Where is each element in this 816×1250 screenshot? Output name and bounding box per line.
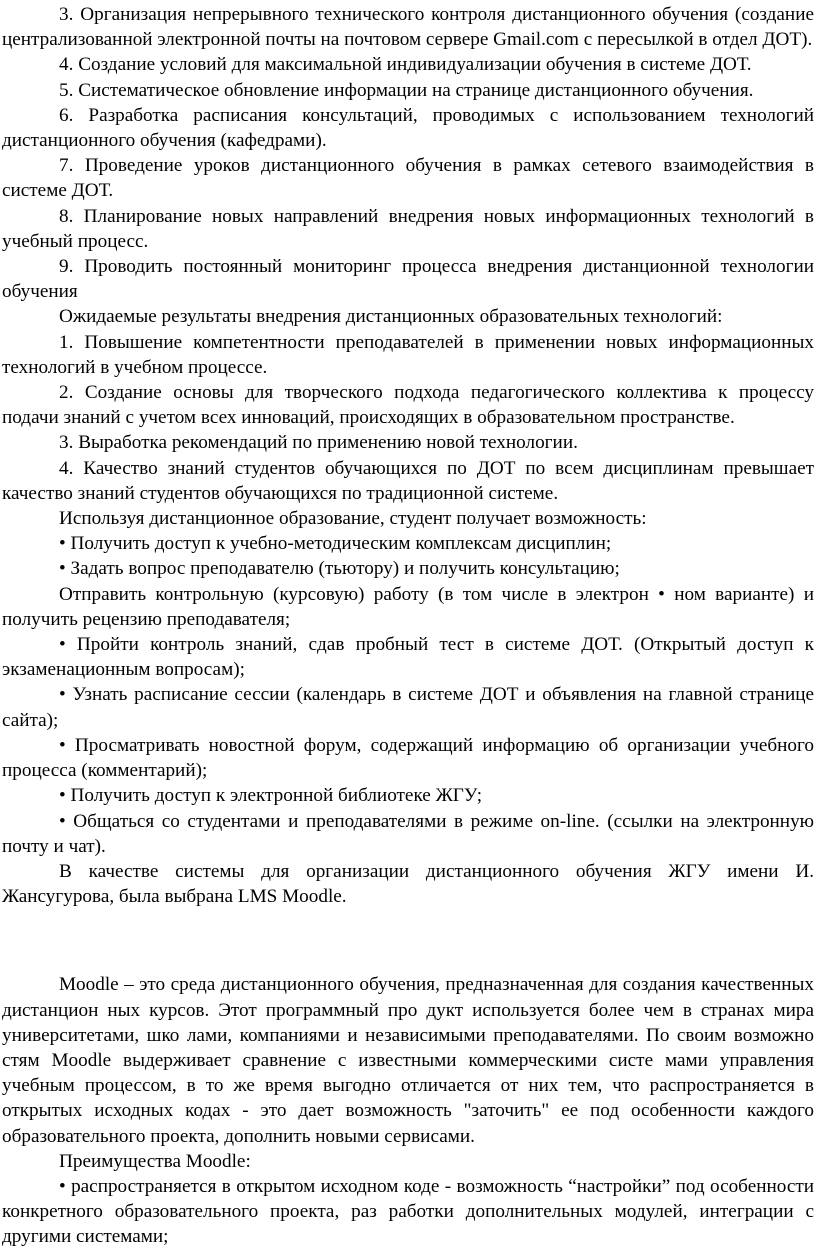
opportunity-bullet-submit-work: Отправить контрольную (курсовую) работу (в том числе в электрон • ном варианте) и получить рецензию преподавателя;: [2, 583, 814, 630]
paragraph-item-5-info-update: 5. Систематическое обновление информации на странице дистанционного обучения.: [59, 79, 754, 101]
opportunity-bullet-communicate: • Общаться со студентами и преподавателями в режиме on-line. (ссылки на электронную почту и чат).: [2, 810, 814, 857]
paragraph-item-8-planning: 8. Планирование новых направлений внедрения новых информационных технологий в учебный процесс.: [2, 205, 814, 252]
student-opportunities-heading: Используя дистанционное образование, студент получает возможность:: [59, 508, 647, 530]
paragraph-item-9-monitoring: 9. Проводить постоянный мониторинг процесса внедрения дистанционной технологии обучения: [2, 256, 814, 303]
expected-results-heading: Ожидаемые результаты внедрения дистанционных образовательных технологий:: [59, 306, 723, 328]
moodle-advantages-heading: Преимущества Moodle:: [59, 1150, 251, 1172]
paragraph-item-3-email-control: 3. Организация непрерывного технического контроля дистанционного обучения (создание централизованной электронной почты на почтовом сервере Gmail.com с пересылкой в отдел ДОТ).: [2, 4, 814, 51]
moodle-description-paragraph: Moodle – это среда дистанционного обучения, предназначенная для создания качественных дистанцион ных курсов. Этот программный про дукт используется более чем в странах мира университетами, шко лами, компаниями и независимыми преподавателями. По своим возможно стям Moodle выдерживает сравнение с известными коммерческими систе мами управления учебным процессом, в то же время выгодно отличается от них тем, что распространяется в открытых исходных кодах - это дает возможность "заточить" ее под особенности каждого образовательного проекта, дополнить новыми сервисами.: [2, 974, 814, 1147]
blank-gap: [2, 909, 814, 972]
result-item-2: 2. Создание основы для творческого подхода педагогического коллектива к процессу подачи знаний с учетом всех инноваций, происходящих в образовательном пространстве.: [2, 382, 814, 429]
result-item-1: 1. Повышение компетентности преподавателей в применении новых информационных технологий в учебном процессе.: [2, 331, 814, 378]
opportunity-bullet-forum: • Просматривать новостной форум, содержащий информацию об организации учебного процесса (комментарий);: [2, 734, 814, 782]
moodle-advantage-bullet-open-source: • распространяется в открытом исходном коде - возможность “настройки” под особенности конкретного образовательного проекта, раз работки дополнительных модулей, интеграции с другими системами;: [2, 1175, 814, 1248]
paragraph-item-4-individualization: 4. Создание условий для максимальной индивидуализации обучения в системе ДОТ.: [59, 54, 752, 76]
result-item-4: 4. Качество знаний студентов обучающихся по ДОТ по всем дисциплинам превышает качество знаний студентов обучающихся по традиционной системе.: [2, 457, 814, 504]
opportunity-bullet-library: • Получить доступ к электронной библиотеке ЖГУ;: [59, 785, 483, 807]
opportunity-bullet-question: • Задать вопрос преподавателю (тьютору) и получить консультацию;: [59, 558, 620, 580]
paragraph-item-7-network-lessons: 7. Проведение уроков дистанционного обучения в рамках сетевого взаимодействия в системе ДОТ.: [2, 155, 814, 202]
opportunity-bullet-access: • Получить доступ к учебно-методическим комплексам дисциплин;: [59, 533, 612, 555]
opportunity-bullet-knowledge-test: • Пройти контроль знаний, сдав пробный тест в системе ДОТ. (Открытый доступ к экзаменационным вопросам);: [2, 634, 814, 681]
paragraph-item-6-consultation-schedule: 6. Разработка расписания консультаций, проводимых с использованием технологий дистанционного обучения (кафедрами).: [2, 104, 814, 152]
lms-choice-paragraph: В качестве системы для организации дистанционного обучения ЖГУ имени И. Жансугурова, была выбрана LMS Moodle.: [2, 860, 814, 908]
result-item-3: 3. Выработка рекомендаций по применению новой технологии.: [59, 432, 578, 454]
opportunity-bullet-schedule: • Узнать расписание сессии (календарь в системе ДОТ и объявления на главной странице сайта);: [2, 684, 814, 731]
